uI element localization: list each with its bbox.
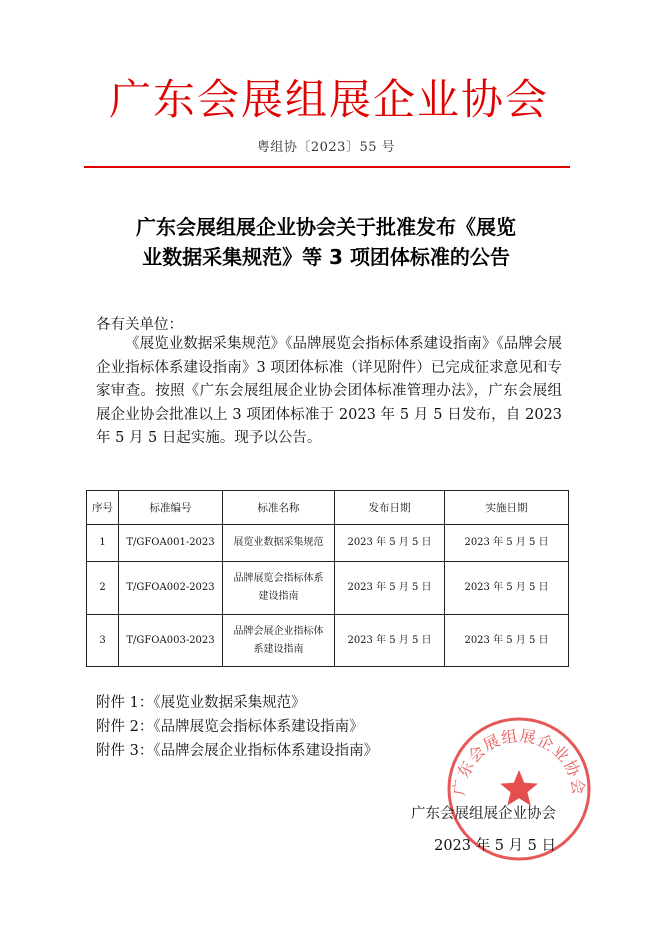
cell-publish-date: 2023 年 5 月 5 日 — [335, 615, 445, 667]
cell-name: 展览业数据采集规范 — [223, 525, 335, 562]
table-row — [87, 525, 569, 562]
cell-effective-date: 2023 年 5 月 5 日 — [445, 562, 569, 615]
notice-title-line: 广东会展组展企业协会关于批准发布《展览 — [136, 215, 516, 239]
cell-effective-date: 2023 年 5 月 5 日 — [445, 615, 569, 667]
cell-name: 品牌会展企业指标体系建设指南 — [223, 615, 335, 667]
header-cell-index: 序号 — [87, 491, 119, 525]
cell-code: T/GFOA003-2023 — [119, 615, 223, 667]
header-cell-publish-date: 发布日期 — [335, 491, 445, 525]
cell-index: 1 — [87, 525, 119, 562]
header-cell-name: 标准名称 — [223, 491, 335, 525]
notice-title — [78, 212, 574, 272]
cell-publish-date: 2023 年 5 月 5 日 — [335, 562, 445, 615]
seal-text: 广东会展组展企业协会 — [449, 726, 589, 797]
table-header-row — [87, 491, 569, 525]
cell-index: 2 — [87, 562, 119, 615]
body-paragraph: 《展览业数据采集规范》《品牌展览会指标体系建设指南》《品牌会展企业指标体系建设指南》3 项团体标准（详见附件）已完成征求意见和专家审查。按照《广东会展组展企业协会团体标准管理办法》，广东会展组展企业协会批准以上 3 项团体标准于 2023 年 5 月 5 日发布，自 2023 年 5 月 5 日起实施。现予以公告。 — [96, 336, 562, 446]
masthead-divider — [84, 166, 570, 168]
cell-publish-date: 2023 年 5 月 5 日 — [335, 525, 445, 562]
standards-table — [86, 490, 569, 667]
attachment-item: 附件 3：《品牌会展企业指标体系建设指南》 — [96, 743, 379, 759]
table-row — [87, 615, 569, 667]
table-row — [87, 562, 569, 615]
cell-code: T/GFOA002-2023 — [119, 562, 223, 615]
cell-code: T/GFOA001-2023 — [119, 525, 223, 562]
signature-date: 2023 年 5 月 5 日 — [434, 838, 556, 854]
cell-index: 3 — [87, 615, 119, 667]
header-cell-code: 标准编号 — [119, 491, 223, 525]
star-icon — [500, 770, 538, 806]
masthead-title: 广东会展组展企业协会 — [108, 75, 549, 124]
salutation: 各有关单位： — [96, 317, 183, 333]
signature-org: 广东会展组展企业协会 — [411, 806, 556, 822]
document-number: 粤组协〔2023〕55 号 — [256, 140, 396, 155]
attachment-item: 附件 2：《品牌展览会指标体系建设指南》 — [96, 719, 364, 735]
cell-name: 品牌展览会指标体系建设指南 — [223, 562, 335, 615]
cell-effective-date: 2023 年 5 月 5 日 — [445, 525, 569, 562]
attachment-item: 附件 1：《展览业数据采集规范》 — [96, 695, 306, 711]
notice-title-line: 业数据采集规范》等 3 项团体标准的公告 — [142, 245, 510, 269]
header-cell-effective-date: 实施日期 — [445, 491, 569, 525]
